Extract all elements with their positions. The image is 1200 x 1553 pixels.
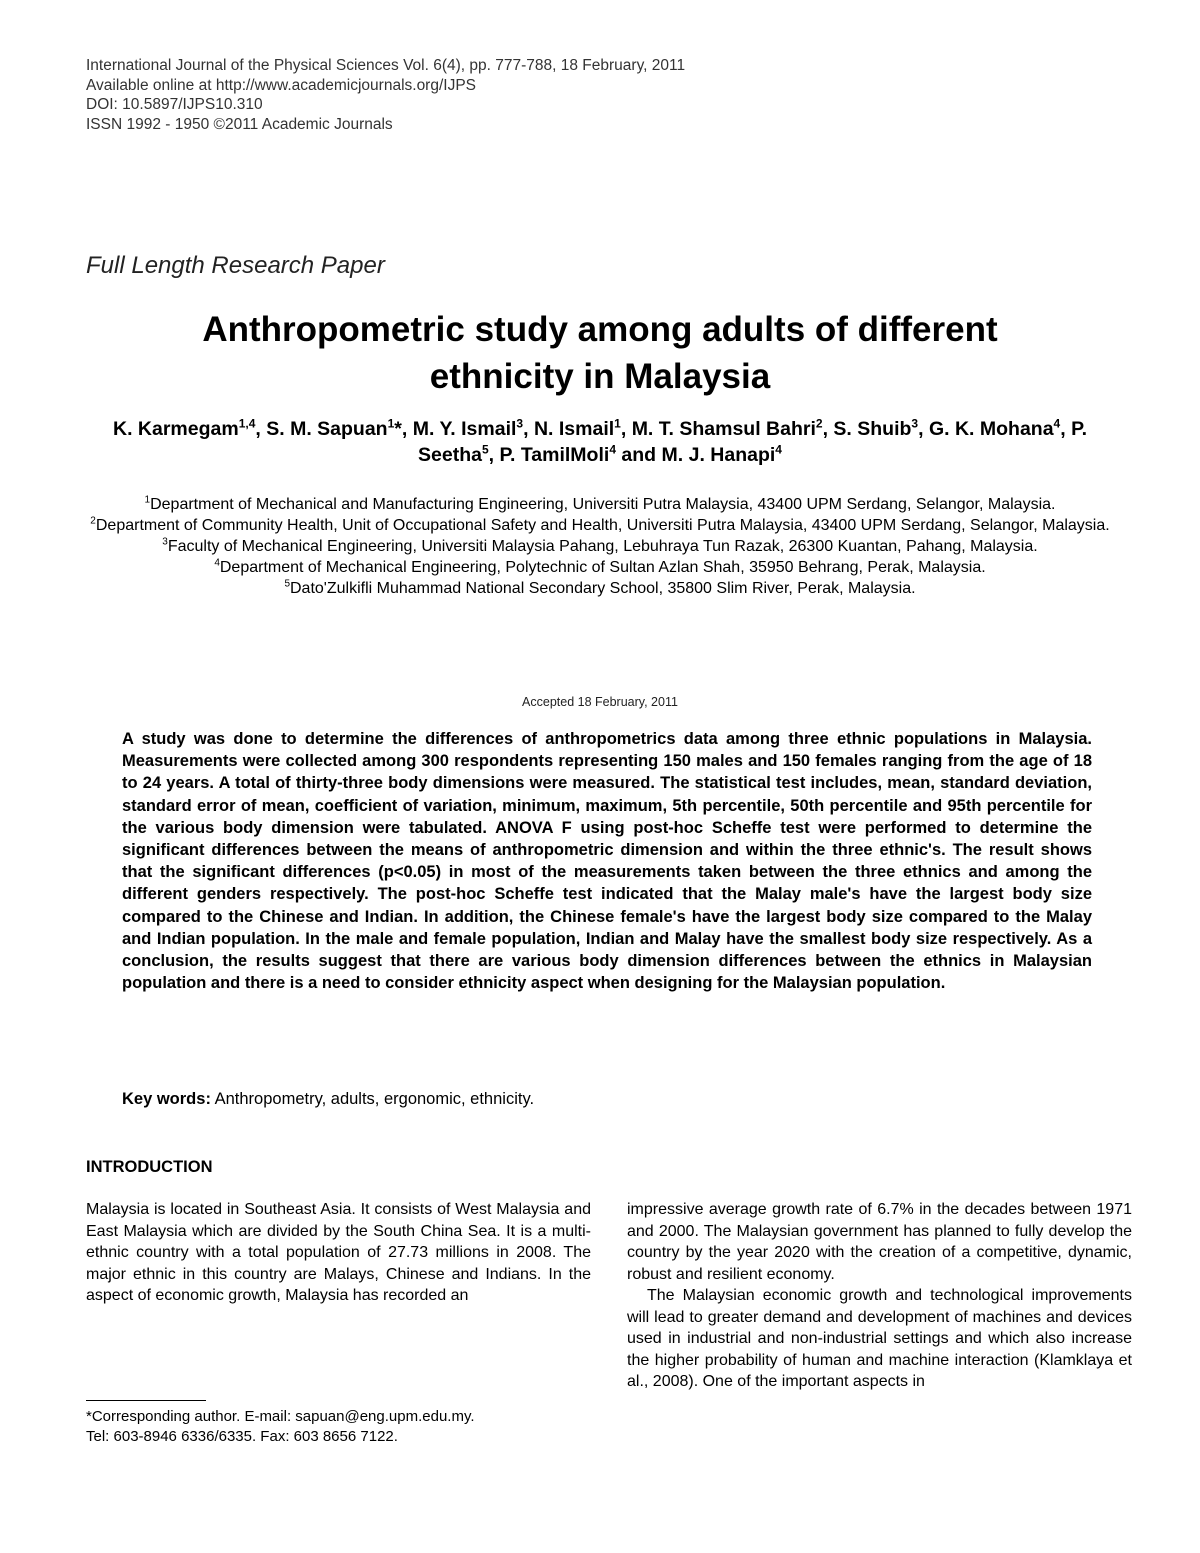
author-list (80, 416, 1120, 468)
keywords (122, 1090, 534, 1109)
accepted-date: Accepted 18 February, 2011 (522, 695, 678, 709)
author-name: S. Shuib (833, 418, 912, 440)
affiliation-number: 5 (284, 578, 290, 590)
author-name: K. Karmegam (112, 418, 239, 440)
body-paragraph: The Malaysian economic growth and technological improvements will lead to greater demand and development of machines and devices used in industrial and non-industrial settings and which also increase the higher probability of human and machine interaction (Klamklaya et al., 2008). One of the important aspects in (627, 1287, 1132, 1390)
affiliation-list (80, 494, 1120, 599)
keywords-label: Key words: (122, 1090, 211, 1108)
affiliation-item (80, 494, 1120, 515)
footnote-divider (86, 1400, 206, 1401)
affiliation-text: Faculty of Mechanical Engineering, Universiti Malaysia Pahang, Lebuhraya Tun Razak, 26300 Kuantan, Pahang, Malaysia. (167, 538, 1038, 555)
author-name: N. Ismail (533, 418, 615, 440)
author-name: P. Seetha (418, 418, 1087, 466)
body-paragraph: Malaysia is located in Southeast Asia. It consists of West Malaysia and East Malaysia which are divided by the South China Sea. It is a multi-ethnic country with a total population of 27.73 millions in 2008. The major ethnic in this country are Malays, Chinese and Indians. In the aspect of economic growth, Malaysia has recorded an (86, 1201, 591, 1304)
affiliation-number: 1 (144, 494, 151, 506)
affiliation-item (80, 578, 1120, 599)
author-affiliation-marker: 4 (1053, 416, 1061, 431)
author-name: P. TamilMoli (499, 444, 610, 466)
journal-issn: ISSN 1992 - 1950 ©2011 Academic Journals (86, 115, 393, 133)
author-affiliation-marker: 5 (481, 442, 489, 457)
author-separator: , (523, 418, 534, 440)
paper-title-line-2: ethnicity in Malaysia (429, 357, 771, 396)
keywords-text: Anthropometry, adults, ergonomic, ethnicity. (210, 1090, 535, 1108)
journal-doi: DOI: 10.5897/IJPS10.310 (86, 96, 263, 113)
affiliation-item (80, 557, 1120, 578)
author-separator: and (616, 444, 662, 466)
author-separator: , (401, 418, 413, 440)
author-affiliation-marker: 1 (614, 416, 621, 431)
paper-title (100, 306, 1100, 400)
author-affiliation-marker: 2 (815, 416, 823, 431)
body-column-left (86, 1199, 591, 1307)
journal-header (86, 56, 685, 134)
author-name: M. T. Shamsul Bahri (631, 418, 816, 440)
journal-citation: International Journal of the Physical Sciences Vol. 6(4), pp. 777-788, 18 February, 2011 (86, 57, 686, 74)
affiliation-number: 2 (90, 515, 96, 527)
affiliation-number: 4 (214, 557, 220, 569)
affiliation-text: Department of Community Health, Unit of Occupational Safety and Health, Universiti Putra Malaysia, 43400 UPM Serdang, Selangor, Malaysia. (95, 517, 1110, 534)
author-affiliation-marker: 1 (387, 416, 395, 431)
affiliation-item (80, 515, 1120, 536)
author-name: M. J. Hanapi (661, 444, 776, 466)
journal-url: Available online at http://www.academicjournals.org/IJPS (86, 76, 477, 94)
author-affiliation-marker: 4 (609, 442, 616, 457)
author-affiliation-marker: 3 (516, 416, 524, 431)
corresponding-author-footnote (86, 1407, 586, 1446)
footnote-email: *Corresponding author. E-mail: sapuan@eng.upm.edu.my. (86, 1408, 475, 1425)
affiliation-item (80, 536, 1120, 557)
section-title-introduction: INTRODUCTION (86, 1158, 213, 1176)
affiliation-text: Department of Mechanical and Manufacturing Engineering, Universiti Putra Malaysia, 43400 UPM Serdang, Selangor, Malaysia. (150, 496, 1056, 513)
author-affiliation-marker: 3 (911, 416, 919, 431)
author-affiliation-marker: 1,4 (238, 416, 256, 431)
author-separator: , (255, 418, 267, 440)
affiliation-text: Dato'Zulkifli Muhammad National Secondary School, 35800 Slim River, Perak, Malaysia. (290, 580, 916, 597)
corresponding-author-mark: * (394, 418, 402, 440)
abstract: A study was done to determine the differences of anthropometrics data among three ethnic populations in Malaysia. Measurements were collected among 300 respondents representing 150 males and 150 females ranging from the age of 18 to 24 years. A total of thirty-three body dimensions were measured. The statistical test includes, mean, standard deviation, standard error of mean, coefficient of variation, minimum, maximum, 5th percentile, 50th percentile and 95th percentile for the various body dimension were tabulated. ANOVA F using post-hoc Scheffe test were performed to determine the significant differences between the means of anthropometric dimension and within the three ethnic's. The result shows that the significant differences (p<0.05) in most of the measurements taken between the three ethnics and among the different genders respectively. The post-hoc Scheffe test indicated that the Malay male's have the largest body size compared to the Chinese and Indian. In addition, the Chinese female's have the largest body size compared to the Malay and Indian population. In the male and female population, Indian and Malay have the smallest body size respectively. As a conclusion, the results suggest that there are various body dimension differences between the ethnics in Malaysian population and there is a need to consider ethnicity aspect when designing for the Malaysian population. (122, 730, 1092, 993)
author-separator: , (822, 418, 834, 440)
author-separator: , (488, 444, 500, 466)
paper-type: Full Length Research Paper (86, 252, 385, 279)
paper-title-line-1: Anthropometric study among adults of different (202, 310, 998, 349)
footnote-phone: Tel: 603-8946 6336/6335. Fax: 603 8656 7122. (86, 1427, 398, 1445)
author-affiliation-marker: 4 (775, 442, 782, 457)
author-separator: , (918, 418, 929, 440)
author-name: M. Y. Ismail (412, 418, 517, 440)
author-name: S. M. Sapuan (266, 418, 388, 440)
body-paragraph: impressive average growth rate of 6.7% in the decades between 1971 and 2000. The Malaysian government has planned to fully develop the country by the year 2020 with the creation of a competitive, dynamic, robust and resilient economy. (627, 1201, 1132, 1283)
body-column-right (627, 1199, 1132, 1393)
author-separator: , (620, 418, 632, 440)
author-name: G. K. Mohana (928, 418, 1054, 440)
affiliation-number: 3 (162, 536, 168, 548)
author-separator: , (1060, 418, 1072, 440)
affiliation-text: Department of Mechanical Engineering, Polytechnic of Sultan Azlan Shah, 35950 Behrang, Perak, Malaysia. (219, 559, 986, 576)
